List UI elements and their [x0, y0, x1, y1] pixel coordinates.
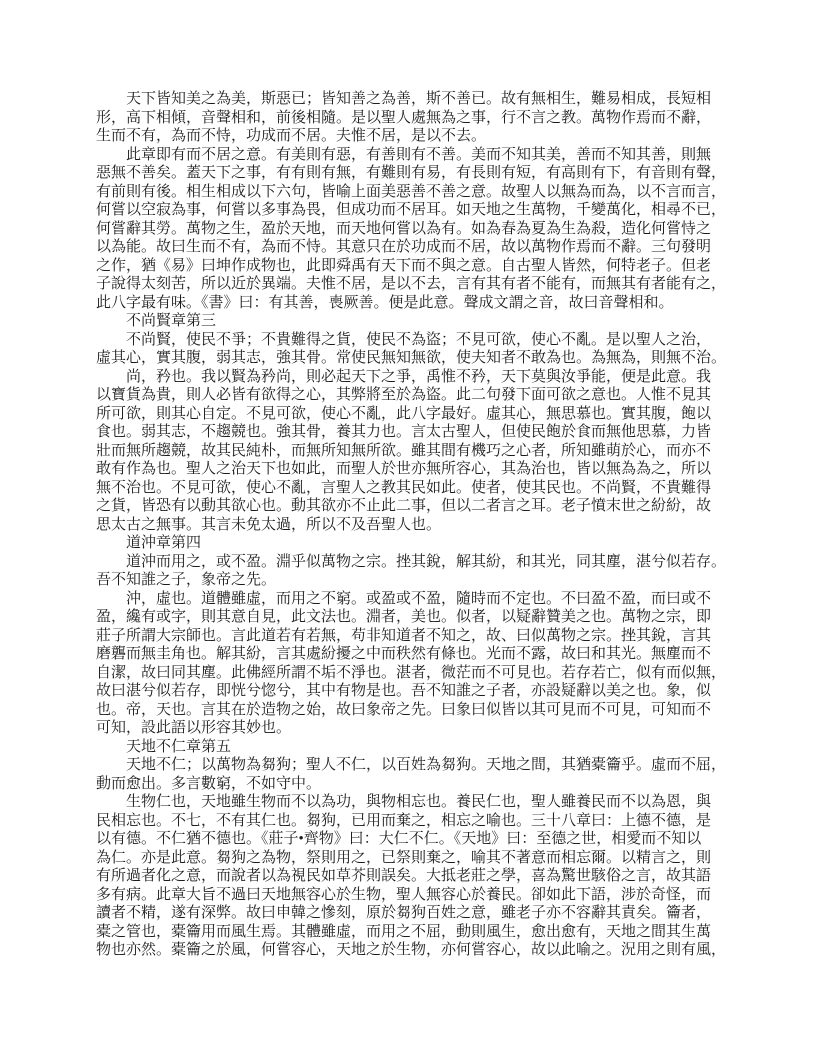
text-line: 多有病。此章大旨不過曰天地無容心於生物，聖人無容心於養民。卻如此下語，涉於奇怪，而: [96, 886, 712, 903]
text-line: 以有德。不仁猶不德也。《莊子•齊物》曰：大仁不仁。《天地》曰：至德之世，相愛而不知以: [96, 831, 702, 847]
text-line: 虛其心，實其腹，弱其志，強其骨。常使民無知無欲，使夫知者不敢為也。為無為，則無不治。: [96, 350, 727, 366]
text-line: 所可欲，則其心自定。不見可欲，使心不亂，此八字最好。虛其心，無思慕也。實其腹，飽以: [96, 405, 712, 422]
text-line: 之作，猶《易》曰坤作成物也，此即舜禹有天下而不與之意。自古聖人皆然，何特老子。但老: [96, 257, 712, 274]
text-line: 何嘗辭其勞。萬物之生，盈於天地，而天地何嘗以為有。如為春為夏為生為殺，造化何嘗恃之: [96, 220, 712, 237]
text-line: 有前則有後。相生相成以下六句，皆喻上面美惡善不善之意。故聖人以無為而為，以不言而言，: [96, 183, 727, 200]
text-line: 生物仁也，天地雖生物而不以為功，與物相忘也。養民仁也，聖人雖養民而不以為恩，與: [126, 794, 712, 810]
text-line: 沖，虛也。道體雖虛，而用之不窮。或盈或不盈，隨時而不定也。不曰盈不盈，而曰或不: [126, 590, 712, 607]
chapter-heading: 天地不仁章第五: [126, 738, 232, 755]
text-line: 天地不仁；以萬物為芻狗；聖人不仁，以百姓為芻狗。天地之間，其猶橐籥乎。虛而不屈，: [126, 757, 727, 773]
text-line: 無不治也。不見可欲，使心不亂，言聖人之教其民如此。使者，使其民也。不尚賢，不貴難得: [96, 479, 712, 496]
text-line: 以寶貨為貴，則人必皆有欲得之心，其弊將至於為盜。此二句發下面可欲之意也。人惟不見其: [96, 387, 712, 403]
text-line: 尚，矜也。我以賢為矜尚，則必起天下之爭，禹惟不矜，天下莫與汝爭能，便是此意。我: [126, 368, 712, 385]
text-line: 讀者不精，遂有深弊。故曰申韓之慘刻，原於芻狗百姓之意，雖老子亦不容辭其責矣。籥者，: [96, 905, 712, 921]
text-line: 此章即有而不居之意。有美則有惡，有善則有不善。美而不知其美，善而不知其善，則無: [126, 146, 712, 163]
text-line: 子說得太刻苦，所以近於異端。夫惟不居，是以不去，言有其有者不能有，而無其有者能有之，: [96, 276, 727, 292]
text-line: 以為能。故曰生而不有，為而不恃。其意只在於功成而不居，故以萬物作焉而不辭。三句發明: [96, 239, 712, 255]
text-line: 為仁。亦是此意。芻狗之為物，祭則用之，已祭則棄之，喻其不著意而相忘爾。以精言之，則: [96, 849, 712, 866]
text-line: 生而不有，為而不恃，功成而不居。夫惟不居，是以不去。: [96, 128, 487, 144]
text-line: 莊子所謂大宗師也。言此道若有若無，苟非知道者不知之，故、曰似萬物之宗。挫其銳，言其: [96, 627, 712, 644]
chapter-heading: 道沖章第四: [126, 535, 202, 551]
text-line: 壯而無所趨競，故其民純朴，而無所知無所欲。雖其間有機巧之心者，所知雖萌於心，而亦不: [96, 442, 712, 459]
text-line: 有所過者化之意，而說者以為視民如草芥則誤矣。大抵老莊之學，喜為驚世駭俗之言，故其語: [96, 868, 712, 884]
text-line: 盈，纔有或字，則其意自見，此文法也。淵者，美也。似者，以疑辭贊美之也。萬物之宗，即: [96, 609, 712, 625]
text-line: 之貨，皆恐有以動其欲心也。動其欲亦不止此二事，但以二者言之耳。老子憤末世之紛紛，故: [96, 498, 712, 514]
text-line: 物也亦然。橐籥之於風，何嘗容心，天地之於生物，亦何嘗容心，故以此喻之。況用之則有風，: [96, 942, 727, 958]
text-line: 也。帝，天也。言其在於造物之始，故曰象帝之先。曰象曰似皆以其可見而不可見，可知而不: [96, 701, 712, 718]
text-column: [96, 90, 726, 960]
text-line: 天下皆知美之為美，斯惡已；皆知善之為善，斯不善已。故有無相生，難易相成，長短相: [126, 91, 712, 107]
text-line: 可知，設此語以形容其妙也。: [96, 720, 292, 736]
text-line: 形，高下相傾，音聲相和，前後相隨。是以聖人處無為之事，行不言之教。萬物作焉而不辭，: [96, 109, 712, 126]
text-line: 橐之管也，橐籥用而風生焉。其體雖虛，而用之不屈，動則風生，愈出愈有，天地之間其生萬: [96, 923, 712, 940]
text-line: 敢有作為也。聖人之治天下也如此，而聖人於世亦無所容心，其為治也，皆以無為為之，所以: [96, 461, 712, 477]
text-line: 民相忘也。不七，不有其仁也。芻狗，已用而棄之，相忘之喻也。三十八章曰：上德不德，是: [96, 812, 712, 829]
text-line: 自潔，故曰同其塵。此佛經所謂不垢不淨也。湛者，微茫而不可見也。若存若亡，似有而似無，: [96, 664, 727, 681]
text-line: 不尚賢，使民不爭；不貴難得之貨，使民不為盜；不見可欲，使心不亂。是以聖人之治，: [126, 331, 712, 348]
text-line: 吾不知誰之子，象帝之先。: [96, 572, 277, 588]
text-line: 思太古之無事。其言未免太過，所以不及吾聖人也。: [96, 516, 442, 533]
text-line: 食也。弱其志，不趨競也。強其骨，養其力也。言太古聖人，但使民飽於食而無他思慕，力皆: [96, 424, 712, 440]
text-line: 道沖而用之，或不盈。淵乎似萬物之宗。挫其銳，解其紛，和其光，同其塵，湛兮似若存。: [126, 553, 727, 570]
text-line: 故曰湛兮似若存，即恍兮惚兮，其中有物是也。吾不知誰之子者，亦設疑辭以美之也。象，似: [96, 683, 712, 699]
chapter-heading: 不尚賢章第三: [126, 313, 217, 329]
text-line: 此八字最有味。《書》曰：有其善，喪厥善。便是此意。聲成文謂之音，故曰音聲相和。: [96, 294, 674, 311]
text-line: 惡無不善矣。蓋天下之事，有有則有無，有難則有易，有長則有短，有高則有下，有音則有聲，: [96, 165, 727, 181]
text-line: 動而愈出。多言數窮，不如守中。: [96, 775, 322, 792]
text-line: 何嘗以空寂為事，何嘗以多事為畏，但成功而不居耳。如天地之生萬物，千變萬化，相尋不已，: [96, 202, 727, 218]
text-line: 磨礱而無圭角也。解其紛，言其處紛擾之中而秩然有條也。光而不露，故曰和其光。無塵而不: [96, 646, 712, 662]
